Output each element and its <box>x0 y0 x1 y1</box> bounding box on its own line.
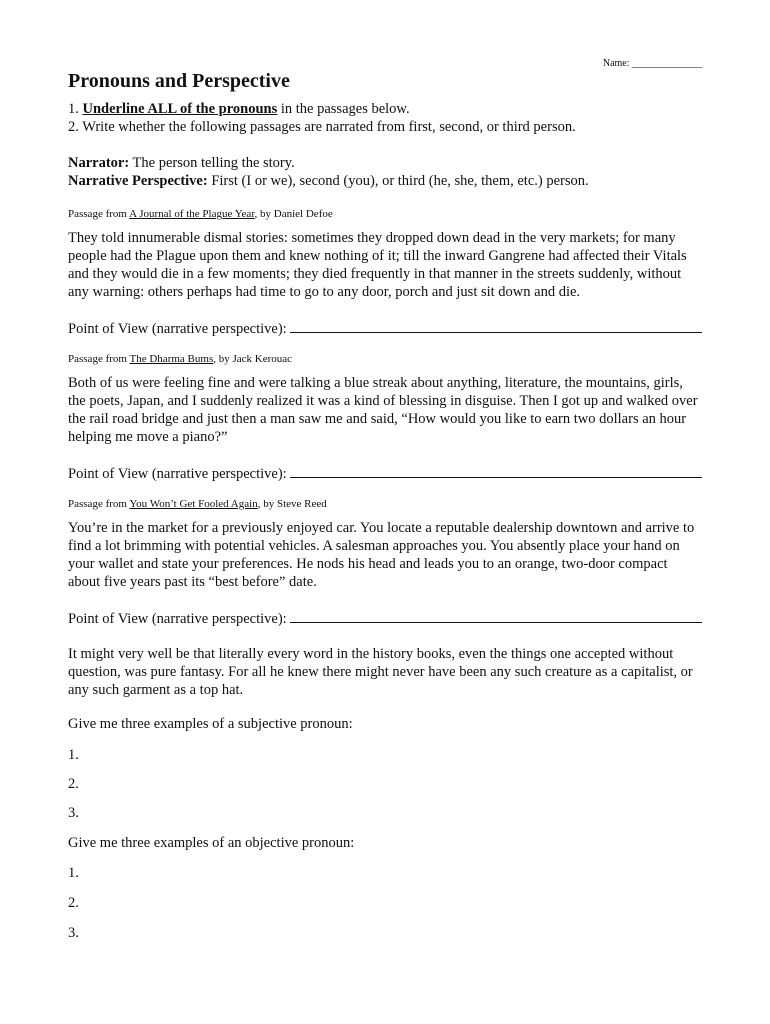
definition-narrator <box>68 154 295 172</box>
instruction-text: Write whether the following passages are narrated from first, second, or third person. <box>82 119 576 135</box>
source-author: , by Daniel Defoe <box>254 208 333 220</box>
passage-source-3 <box>68 498 327 510</box>
source-title: A Journal of the Plague Year <box>129 208 255 220</box>
answer-blank[interactable] <box>290 318 702 333</box>
source-prefix: Passage from <box>68 208 130 220</box>
passage-text-1: They told innumerable dismal stories: sometimes they dropped down dead in the very markets; for many people had the Plague upon them and knew nothing of it; till the inward Gangrene had affected their Vitals and they would die in a few moments; they died frequently in that manner in the streets suddenly, without any warning: others perhaps had time to go to any door, porch and just sit down and die. <box>68 230 687 300</box>
source-title: The Dharma Bums <box>129 353 214 365</box>
passage-text-3: You’re in the market for a previously enjoyed car. You locate a reputable dealership downtown and arrive to find a lot brimming with potential vehicles. A salesman approaches you. You absently place your hand on your wallet and state your preferences. He nods his head and leads you to an orange, two-door compact about five years past its “best before” date. <box>68 520 695 590</box>
pov-label: Point of View (narrative perspective): <box>68 466 287 482</box>
definition-term: Narrative Perspective: <box>68 173 208 189</box>
source-prefix: Passage from <box>68 498 130 510</box>
definition-text: The person telling the story. <box>129 155 295 171</box>
source-prefix: Passage from <box>68 353 130 365</box>
passage-text-4: It might very well be that literally every word in the history books, even the things one accepted without question, was pure fantasy. For all he knew there might never have been any such creature as a capitalist, or any such garment as a top hat. <box>68 646 693 698</box>
answer-item[interactable]: 2. <box>68 895 79 911</box>
passage-text-2: Both of us were feeling fine and were talking a blue streak about anything, literature, the mountains, girls, the poets, Japan, and I suddenly realized it was a kind of blessing in disguise. Then I got up and walked over the rail road bridge and just then a man saw me and said, “How would you like to earn two dollars an hour helping me move a piano?” <box>68 375 698 445</box>
source-author: , by Jack Kerouac <box>213 353 293 365</box>
instruction-text: in the passages below. <box>277 101 410 117</box>
answer-item[interactable]: 3. <box>68 925 79 941</box>
instruction-1 <box>68 100 410 118</box>
answer-item[interactable]: 1. <box>68 747 79 763</box>
passage-source-2 <box>68 353 292 365</box>
pov-label: Point of View (narrative perspective): <box>68 321 287 337</box>
answer-item[interactable]: 2. <box>68 776 79 792</box>
instruction-2 <box>68 118 576 136</box>
pov-label: Point of View (narrative perspective): <box>68 611 287 627</box>
answer-blank[interactable] <box>290 463 702 478</box>
definition-term: Narrator: <box>68 155 130 171</box>
source-title: You Won’t Get Fooled Again <box>129 498 258 510</box>
definition-perspective <box>68 172 589 190</box>
answer-item[interactable]: 3. <box>68 805 79 821</box>
question-objective: Give me three examples of an objective pronoun: <box>68 835 355 851</box>
pov-answer-line-1[interactable] <box>68 318 702 338</box>
source-author: , by Steve Reed <box>257 498 327 510</box>
instruction-number: 2. <box>68 119 83 135</box>
pov-answer-line-3[interactable] <box>68 608 702 628</box>
passage-source-1 <box>68 208 333 220</box>
name-field: Name: ______________ <box>602 58 702 69</box>
answer-item[interactable]: 1. <box>68 865 79 881</box>
instruction-number: 1. <box>68 101 83 117</box>
page-title: Pronouns and Perspective <box>68 70 290 92</box>
pov-answer-line-2[interactable] <box>68 463 702 483</box>
answer-blank[interactable] <box>290 608 702 623</box>
instruction-emphasis: Underline ALL of the pronouns <box>82 101 278 117</box>
definition-text: First (I or we), second (you), or third (he, she, them, etc.) person. <box>207 173 589 189</box>
question-subjective: Give me three examples of a subjective pronoun: <box>68 716 353 732</box>
